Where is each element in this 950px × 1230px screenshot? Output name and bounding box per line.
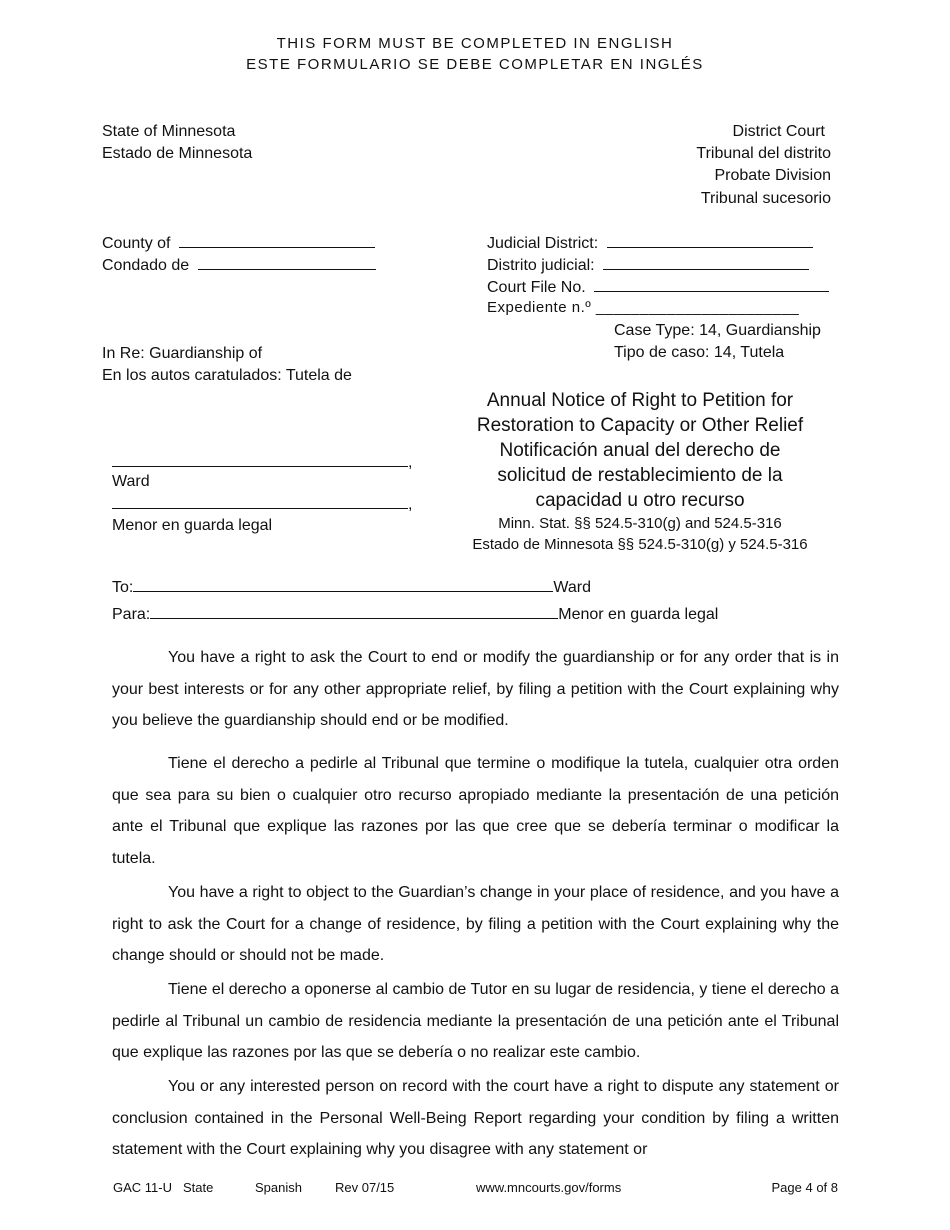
para-row [112,604,718,626]
county-row-en [102,233,375,255]
ward-name-row [112,452,412,474]
para-label: Para: [112,606,151,623]
to-input-line[interactable] [133,577,553,592]
file-number-input-line[interactable] [594,277,829,292]
ward-name-row-es [112,494,412,516]
paragraph-right-to-petition-en: You have a right to ask the Court to end or modify the guardianship or for any order that is in your best interests or for any other appropriate relief, by filing a petition with the Court explaining why you believe the guardianship should end or be modified. [112,649,839,729]
case-type-es: Tipo de caso: 14, Tutela [614,344,785,361]
footer-state: State [183,1180,214,1195]
footer-revision: Rev 07/15 [335,1180,395,1195]
footer-form-id: GAC 11-U [113,1180,172,1195]
ward-name-input-line-es[interactable] [112,494,408,509]
county-input-line-es[interactable] [198,255,376,270]
title-es-line-1: Notificación anual del derecho de [499,440,781,461]
paragraph-residence-es: Tiene el derecho a oponerse al cambio de Tutor en su lugar de residencia, y tiene el derecho a pedirle al Tribunal un cambio de residencia mediante la presentación de una petición ante el Tribunal que explique las razones por las que se debería o no realizar este cambio. [112,981,839,1061]
county-label-en: County of [102,235,171,252]
statute-en: Minn. Stat. §§ 524.5-310(g) and 524.5-316 [498,515,782,532]
state-label-en: State of Minnesota [102,123,236,140]
paragraph-right-to-petition-es: Tiene el derecho a pedirle al Tribunal que termine o modifique la tutela, cualquier otra orden que sea para su bien o cualquier otro recurso apropiado mediante la presentación de una petición ante el Tribunal que explique las razones por las que cree que se debería terminar o modificar la tutela. [112,755,839,867]
ward-comma: , [408,454,413,471]
court-label-es: Tribunal del distrito [696,145,831,162]
to-suffix: Ward [553,579,591,596]
paragraph-residence-en: You have a right to object to the Guardian’s change in your place of residence, and you have a right to ask the Court for a change of residence, by filing a petition with the Court explaining why the change should or should not be made. [112,884,839,964]
district-input-line[interactable] [607,233,813,248]
county-label-es: Condado de [102,257,190,274]
case-type-en: Case Type: 14, Guardianship [614,322,821,339]
file-row-es [487,299,799,316]
file-row-en [487,277,829,299]
file-label-es: Expediente n.º [487,299,592,316]
ward-label-en: Ward [112,473,150,490]
district-row-en [487,233,813,255]
title-en-line-1: Annual Notice of Right to Petition for [486,390,794,411]
ward-comma-es: , [408,496,413,513]
in-re-label-en: In Re: Guardianship of [102,345,263,362]
district-label-en: Judicial District: [487,235,599,252]
form-language-notice-es: ESTE FORMULARIO SE DEBE COMPLETAR EN INGLÉS [246,56,704,73]
ward-name-input-line[interactable] [112,452,408,467]
state-label-es: Estado de Minnesota [102,145,253,162]
statute-es: Estado de Minnesota §§ 524.5-310(g) y 524.5-316 [472,536,808,553]
court-label-en: District Court [732,123,825,140]
division-label-en: Probate Division [714,167,831,184]
form-language-notice-en: THIS FORM MUST BE COMPLETED IN ENGLISH [276,35,674,52]
para-suffix: Menor en guarda legal [558,606,719,623]
to-row [112,577,591,599]
district-input-line-es[interactable] [603,255,809,270]
district-row-es [487,255,809,277]
footer-page-number: Page 4 of 8 [771,1180,838,1195]
in-re-label-es: En los autos caratulados: Tutela de [102,367,352,384]
title-es-line-2: solicitud de restablecimiento de la [497,465,783,486]
file-label-en: Court File No. [487,279,586,296]
paragraph-dispute-report-en: You or any interested person on record with the court have a right to dispute any statement or conclusion contained in the Personal Well-Being Report regarding your condition by filing a written statement with the Court explaining why you disagree with any statement or [112,1078,839,1158]
footer-url-link[interactable]: www.mncourts.gov/forms [476,1180,622,1195]
footer-language: Spanish [255,1180,302,1195]
title-es-line-3: capacidad u otro recurso [535,490,745,511]
county-row-es [102,255,376,277]
para-input-line[interactable] [150,604,558,619]
to-label: To: [112,579,134,596]
district-label-es: Distrito judicial: [487,257,595,274]
file-number-blank-es[interactable]: _______________________ [595,299,800,316]
division-label-es: Tribunal sucesorio [700,190,831,207]
title-en-line-2: Restoration to Capacity or Other Relief [476,415,804,436]
county-input-line[interactable] [179,233,375,248]
document-title-block [430,388,850,555]
ward-label-es: Menor en guarda legal [112,517,273,534]
